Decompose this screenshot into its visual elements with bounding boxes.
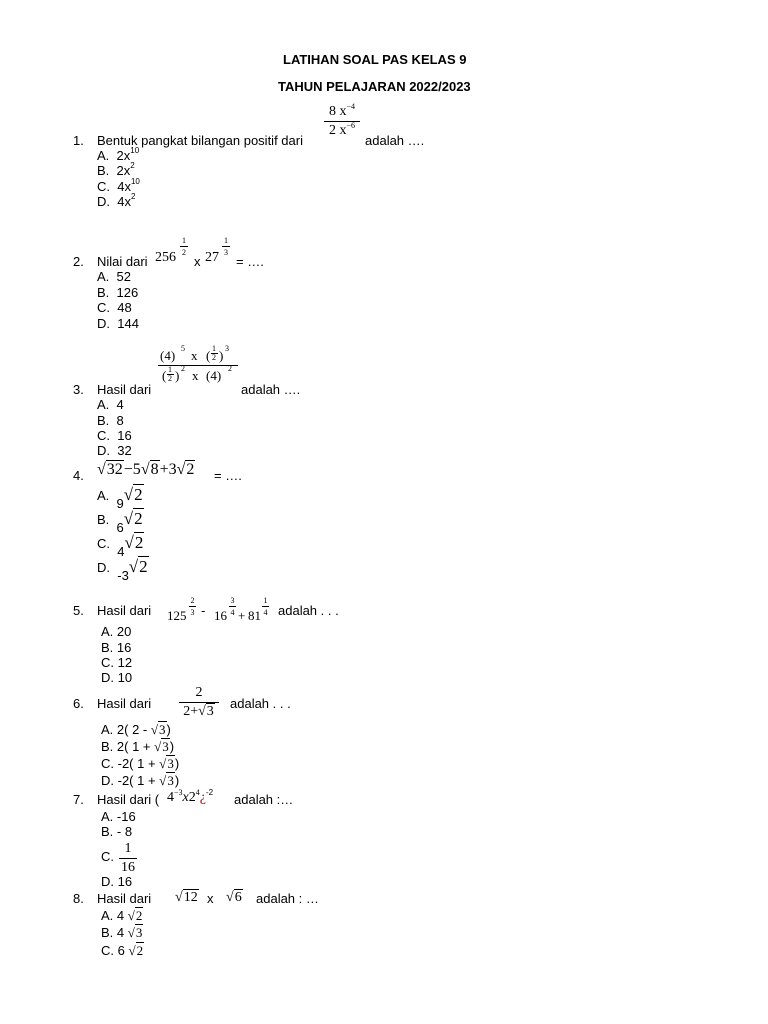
exponent: −4 — [346, 102, 355, 111]
question-number: 6. — [73, 696, 84, 711]
numerator: (4) 5 x ( 1 2 ) 3 — [160, 344, 229, 363]
radical-6: √6 — [226, 890, 242, 905]
question-text: Nilai dari — [97, 254, 148, 269]
option-a[interactable]: A. 52 — [97, 269, 131, 284]
radical-12: √12 — [175, 890, 198, 905]
question-text: Hasil dari — [97, 382, 152, 397]
base-27: 27 — [205, 250, 219, 265]
option-d[interactable]: D. -3√2 — [97, 557, 148, 583]
option-c[interactable]: C. — [101, 849, 114, 864]
fraction: 1 16 — [121, 841, 135, 875]
question-text: Hasil dari ( — [97, 792, 160, 807]
option-d[interactable]: D. -2( 1 + √3) — [101, 773, 180, 788]
question-number: 8. — [73, 891, 84, 906]
base-125: 125 — [167, 608, 187, 623]
fraction — [324, 104, 360, 139]
question-number: 2. — [73, 254, 84, 269]
option-d[interactable]: D. 144 — [97, 316, 139, 331]
option-a[interactable]: A. 4 — [97, 397, 124, 412]
option-b[interactable]: B. 2( 1 + √3) — [101, 739, 175, 754]
garbled-glyph: ¿ — [199, 790, 206, 805]
option-c[interactable]: C. $4x^{10}$ — [97, 177, 140, 194]
exponent-fraction: 3 4 — [230, 596, 235, 617]
question-suffix: adalah : … — [256, 891, 319, 906]
option-b[interactable]: B. 16 — [101, 640, 132, 655]
numerator: 8 x — [328, 104, 347, 119]
option-b[interactable]: B. 126 — [97, 285, 139, 300]
question-suffix: = …. — [214, 468, 242, 483]
denominator: 2+√3 — [183, 704, 214, 719]
denominator: 2 x — [328, 123, 347, 138]
question-suffix: adalah …. — [365, 133, 425, 148]
option-b[interactable]: B. 6√2 — [97, 509, 143, 535]
doc-subtitle: TAHUN PELAJARAN 2022/2023 — [278, 79, 471, 94]
radical-expression: √32−5√8+3√2 — [97, 461, 195, 478]
exponent-fraction: 1 2 — [182, 236, 186, 257]
power-expression: $4^{-3}x2^4¿^{-2}$ — [167, 788, 214, 805]
option-b[interactable]: B. $2x^2$ — [97, 161, 135, 178]
exponent-fraction: 1 3 — [224, 236, 228, 257]
option-c[interactable]: C. 48 — [97, 300, 132, 315]
base-81: 81 — [248, 608, 261, 623]
question-text: Hasil dari — [97, 696, 152, 711]
base-16: 16 — [214, 608, 227, 623]
option-a[interactable]: A. 2( 2 - √3) — [101, 722, 171, 737]
exponent: −6 — [346, 121, 355, 130]
question-suffix: = …. — [236, 254, 264, 269]
option-c[interactable]: C. -2( 1 + √3) — [101, 756, 180, 771]
question-number: 5. — [73, 603, 84, 618]
plus-sign: + — [238, 608, 246, 623]
option-b[interactable]: B. 4 √3 — [101, 925, 143, 940]
exponent-fraction: 2 3 — [190, 596, 195, 617]
question-suffix: adalah …. — [241, 382, 301, 397]
question-number: 1. — [73, 133, 84, 148]
doc-title: LATIHAN SOAL PAS KELAS 9 — [283, 52, 467, 67]
minus-sign: - — [201, 603, 206, 618]
big-fraction — [158, 345, 238, 386]
option-c[interactable]: C. 16 — [97, 428, 132, 443]
option-a[interactable]: A. 9√2 — [97, 485, 143, 511]
option-c[interactable]: C. 12 — [101, 655, 133, 670]
question-number: 3. — [73, 382, 84, 397]
option-d[interactable]: D. 10 — [101, 670, 133, 685]
option-b[interactable]: B. 8 — [97, 413, 124, 428]
times-sign: x — [207, 891, 214, 906]
question-text: Hasil dari — [97, 891, 152, 906]
option-c[interactable]: C. 6 √2 — [101, 943, 144, 958]
denominator: ( 1 2 ) 2 x (4) 2 — [162, 364, 232, 383]
times-sign: x — [194, 254, 201, 269]
exponent-fraction: 1 4 — [263, 596, 268, 617]
option-a[interactable]: A. 4 √2 — [101, 908, 143, 923]
question-suffix: adalah . . . — [230, 696, 291, 711]
question-text: Hasil dari — [97, 603, 152, 618]
option-c[interactable]: C. 4√2 — [97, 533, 144, 559]
question-suffix: adalah :… — [234, 792, 294, 807]
option-a[interactable]: A. 20 — [101, 624, 132, 639]
base-256: 256 — [155, 250, 176, 265]
option-d[interactable]: D. $4x^2$ — [97, 192, 136, 209]
fraction — [179, 685, 219, 720]
question-suffix: adalah . . . — [278, 603, 339, 618]
question-number: 7. — [73, 792, 84, 807]
question-text: Bentuk pangkat bilangan positif dari — [97, 133, 303, 148]
question-number: 4. — [73, 468, 84, 483]
option-d[interactable]: D. 32 — [97, 443, 132, 458]
option-b[interactable]: B. - 8 — [101, 824, 133, 839]
option-a[interactable]: A. -16 — [101, 809, 136, 824]
numerator: 2 — [195, 685, 203, 700]
option-a[interactable]: A. $2x^{10}$ — [97, 146, 140, 163]
option-d[interactable]: D. 16 — [101, 874, 133, 889]
